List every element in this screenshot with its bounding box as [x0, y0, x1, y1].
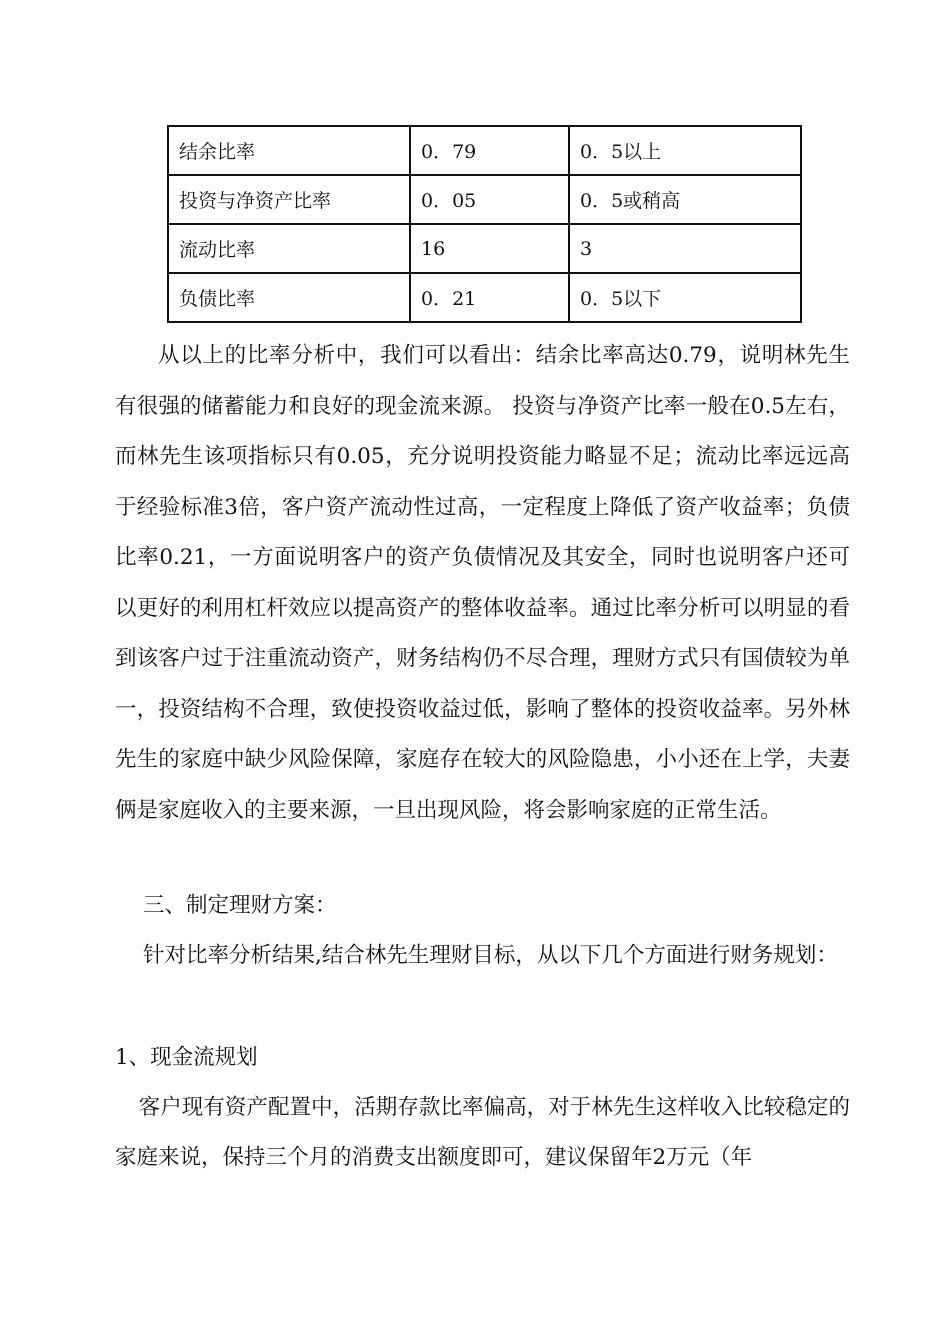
ratio-name-cell: 负债比率	[168, 273, 410, 322]
ratio-value-cell: 0．79	[410, 126, 569, 175]
ratio-analysis-paragraph: 从以上的比率分析中，我们可以看出：结余比率高达0.79，说明林先生有很强的储蓄能力和良好的现金流来源。 投资与净资产比率一般在0.5左右，而林先生该项指标只有0.05，充分说明投资能力略显不足；流动比率远远高于经验标准3倍，客户资产流动性过高，一定程度上降低了资产收益率；负债比率0.21，一方面说明客户的资产负债情况及其安全，同时也说明客户还可以更好的利用杠杆效应以提高资产的整体收益率。通过比率分析可以明显的看到该客户过于注重流动资产，财务结构仍不尽合理，理财方式只有国债较为单一，投资结构不合理，致使投资收益过低，影响了整体的投资收益率。另外林先生的家庭中缺少风险保障，家庭存在较大的风险隐患，小小还在上学，夫妻俩是家庭收入的主要来源，一旦出现风险，将会影响家庭的正常生活。	[115, 343, 850, 823]
ratio-value-cell: 16	[410, 224, 569, 273]
ratio-standard-cell: 3	[569, 224, 801, 273]
table-row	[168, 126, 801, 175]
ratio-standard-cell: 0．5或稍高	[569, 175, 801, 224]
cashflow-heading: 1、现金流规划	[115, 1045, 258, 1070]
ratio-value-cell: 0．21	[410, 273, 569, 322]
table-row	[168, 175, 801, 224]
ratio-name-cell: 流动比率	[168, 224, 410, 273]
ratio-standard-cell: 0．5以上	[569, 126, 801, 175]
table-row	[168, 273, 801, 322]
ratio-name-cell: 结余比率	[168, 126, 410, 175]
ratio-value-cell: 0．05	[410, 175, 569, 224]
financial-ratio-table	[167, 125, 802, 323]
cashflow-paragraph: 客户现有资产配置中，活期存款比率偏高，对于林先生这样收入比较稳定的家庭来说，保持三个月的消费支出额度即可，建议保留年2万元（年	[115, 1095, 850, 1170]
table-row	[168, 224, 801, 273]
plan-intro-paragraph: 针对比率分析结果,结合林先生理财目标，从以下几个方面进行财务规划：	[143, 943, 838, 968]
ratio-standard-cell: 0．5以下	[569, 273, 801, 322]
ratio-name-cell: 投资与净资产比率	[168, 175, 410, 224]
section-three-heading: 三、制定理财方案：	[143, 893, 337, 918]
